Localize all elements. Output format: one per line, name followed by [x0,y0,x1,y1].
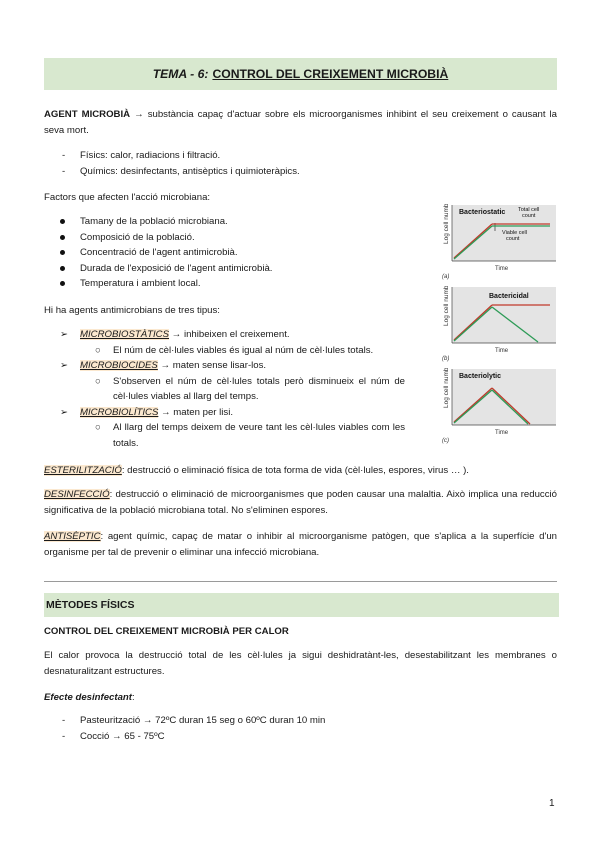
svg-text:(a): (a) [442,274,450,280]
agent-definition [44,107,557,139]
title-number: TEMA - 6: [152,67,209,81]
list-item: - Cocció → 65 - 75ºC [62,731,165,742]
section-title: MÈTODES FÍSICS [44,593,559,617]
title-main: CONTROL DEL CREIXEMENT MICROBIÀ [212,67,449,81]
agent-type-detail: ○ S'observen el núm de cèl·lules totals però disminueix el núm de cèl·lules viables al llarg del temps. [95,375,405,402]
effect-list [62,713,325,745]
list-item: - Pasteurització → 72ºC duran 15 seg o 60ºC duran 10 min [62,715,326,726]
factors-list [60,214,272,292]
agent-type-microbiocides: ➢ MICROBIOCIDES → maten sense lisar-los. [60,360,267,371]
figure-title: Bacteriostatic [459,209,506,216]
growth-curve-figures [442,204,558,450]
svg-text:count: count [522,213,536,219]
list-item: Durada de l'exposició de l'agent antimicrobià. [60,261,272,277]
list-item: - Químics: desinfectants, antisèptics i quimioteràpics. [62,166,300,177]
heat-paragraph: El calor provoca la destrucció total de les cèl·lules ja sigui deshidratànt-les, desestabilitzant les membranes o desnaturalitzant estructures. [44,650,557,677]
list-item: - Físics: calor, radiacions i filtració. [62,150,221,161]
page-number: 1 [549,798,555,809]
list-item: Tamany de la població microbiana. [60,214,272,230]
figure-bacteriostatic [442,204,558,284]
svg-text:count: count [506,236,520,242]
y-axis-label: Log cell number [443,286,450,326]
agent-text: → substància capaç d'actuar sobre els microorganismes inhibint el seu creixement o causant la seva mort. [44,109,558,136]
agent-type-detail: ○ Al llarg del temps deixem de veure tant les cèl·lules viables com les totals. [95,422,405,449]
agent-type-microbiostatics: ➢ MICROBIOSTÀTICS → inhibeixen el creixement. [60,329,290,340]
definition-sterilization: ESTERILITZACIÓ: destrucció o eliminació física de tota forma de vida (cèl·lules, espores, virus … ). [44,465,469,476]
svg-text:Total cell: Total cell [518,207,540,213]
definition-antiseptic: ANTISÈPTIC: agent químic, capaç de matar o inhibir al microorganisme patògen, que s'aplica a la superfície d'un organisme per tal de prevenir o eliminar una infecció microbiana. [44,531,557,558]
factors-intro: Factors que afecten l'acció microbiana: [44,192,211,203]
effect-label-line: Efecte desinfectant: [44,692,135,703]
figure-title: Bactericidal [489,293,529,300]
definition-disinfection: DESINFECCIÓ: destrucció o eliminació de microorganismes que poden causar una malaltia. Això implica una reducció significativa de la població microbiana total. No s'eliminen espores. [44,489,557,516]
agent-term: AGENT MICROBIÀ [44,109,131,120]
list-item: Composició de la població. [60,230,272,246]
page-title [44,58,557,90]
svg-text:(c): (c) [442,438,449,444]
agent-type-microbiolytics: ➢ MICROBIOLÍTICS → maten per lisi. [60,406,234,418]
agents-list [60,327,405,451]
x-axis-label: Time [495,266,509,272]
list-item: Temperatura i ambient local. [60,276,272,292]
svg-text:Viable cell: Viable cell [502,230,527,236]
figure-bactericidal [442,286,558,366]
y-axis-label: Log cell number [443,368,450,408]
list-item: Concentració de l'agent antimicrobià. [60,245,272,261]
y-axis-label: Log cell number [443,204,450,244]
svg-text:(b): (b) [442,356,450,362]
subsection-title: CONTROL DEL CREIXEMENT MICROBIÀ PER CALOR [44,626,289,637]
agent-types-list [62,148,300,180]
svg-text:Time: Time [495,348,509,354]
figure-title: Bacteriolytic [459,373,502,380]
agent-type-detail: ○ El núm de cèl·lules viables és igual al núm de cèl·lules totals. [95,344,374,356]
agents-intro: Hi ha agents antimicrobians de tres tipus: [44,305,220,316]
divider [44,581,557,582]
svg-text:Time: Time [495,430,509,436]
figure-bacteriolytic [442,368,558,448]
